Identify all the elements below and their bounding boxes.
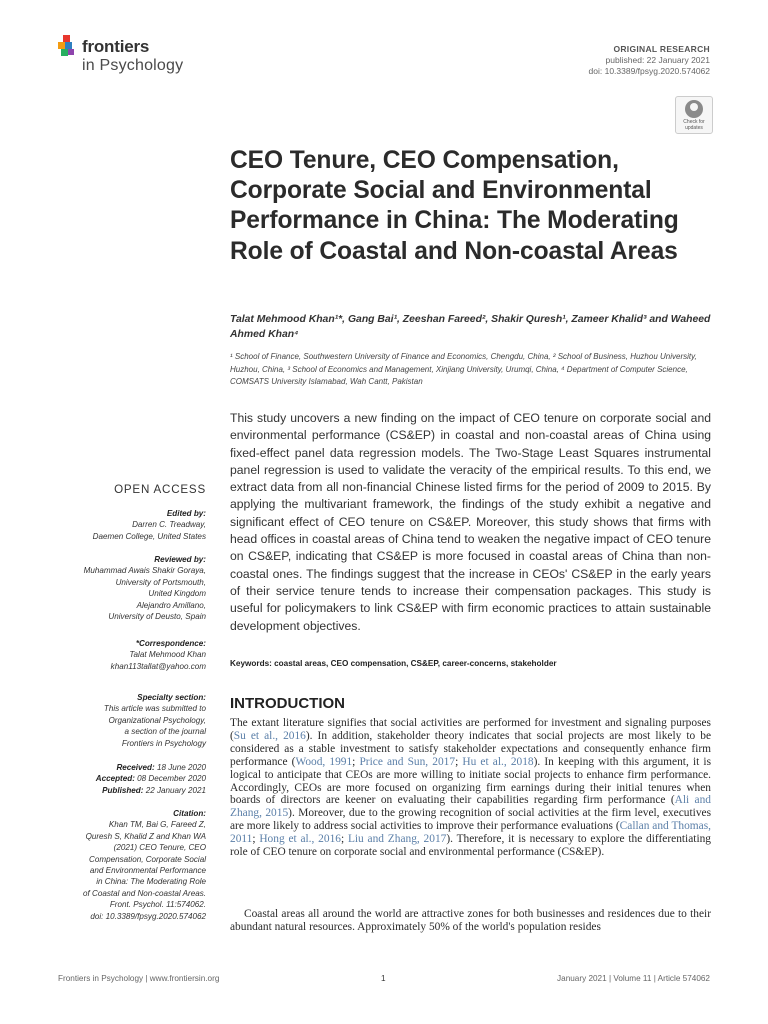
dates-block [40, 762, 206, 796]
accepted-date: Accepted: 08 December 2020 [95, 774, 206, 784]
citation-line: Khan TM, Bai G, Fareed Z, [108, 820, 206, 830]
specialty-line: Organizational Psychology, [108, 715, 206, 725]
reviewed-by-block [40, 554, 206, 622]
corresponding-email[interactable]: khan113tallat@yahoo.com [110, 661, 206, 671]
page-number: 1 [381, 974, 386, 983]
specialty-line: Frontiers in Psychology [121, 738, 206, 748]
intro-text-segment: ; [252, 833, 260, 846]
journal-name: frontiers [82, 37, 150, 56]
edited-by-block [40, 508, 206, 542]
specialty-block [40, 692, 206, 749]
citation-line: and Environmental Performance [89, 866, 206, 876]
citation-link[interactable]: Su et al., 2016 [233, 729, 306, 742]
citation-line: Front. Psychol. 11:574062. [109, 900, 206, 910]
correspondence-block [40, 638, 206, 672]
citation-line: Quresh S, Khalid Z and Khan WA [85, 831, 206, 841]
citation-link[interactable]: Price and Sun, 2017 [359, 755, 456, 768]
reviewed-by-heading: Reviewed by: [154, 555, 206, 564]
footer-issue-info: January 2021 | Volume 11 | Article 574062 [557, 974, 710, 983]
reviewer-line: University of Deusto, Spain [108, 612, 206, 622]
reviewer-line: United Kingdom [148, 589, 206, 599]
citation-link[interactable]: Wood, 1991 [295, 755, 353, 768]
correspondence-heading: *Correspondence: [135, 639, 206, 648]
author-list: Talat Mehmood Khan¹*, Gang Bai¹, Zeeshan Fareed², Shakir Quresh¹, Zameer Khalid³ and Waheed Ahmed Khan⁴ [230, 314, 711, 340]
citation-line: in China: The Moderating Role [96, 877, 206, 887]
intro-text-segment: ). In keeping with this argument, it is logical to anticipate that CEOs are more willing to initiate social projects to enhance firm performance. Accordingly, CEOs are more focused on organizing firm earnings during their initial tenures when boards of directors are keener on evaluating their capabilities regarding firm performance ( [230, 755, 711, 807]
article-meta [589, 44, 710, 77]
frontiers-logo-icon [58, 35, 80, 61]
section-heading-introduction: INTRODUCTION [230, 695, 345, 712]
article-doi[interactable]: doi: 10.3389/fpsyg.2020.574062 [588, 66, 710, 76]
reviewer-line: University of Portsmouth, [115, 577, 206, 587]
specialty-line: a section of the journal [124, 727, 206, 737]
published-date-sidebar: Published: 22 January 2021 [102, 785, 206, 795]
intro-text-segment: ; [340, 833, 348, 846]
citation-line: (2021) CEO Tenure, CEO [113, 843, 206, 853]
editor-line: Darren C. Treadway, [132, 520, 206, 530]
intro-text-segment: ). In addition, stakeholder theory indicates that social projects are most likely to be considered as a stable investment to satisfy stakeholder expectations and consequently enhance firm performance ( [230, 729, 712, 768]
reviewer-line: Muhammad Awais Shakir Goraya, [83, 566, 206, 576]
citation-block [40, 808, 206, 922]
intro-text-segment: ). Moreover, due to the growing recognition of social activities at the firm level, executives are more likely to address social activities to improve their performance evaluations ( [230, 807, 711, 833]
keywords: Keywords: coastal areas, CEO compensation, CS&EP, career-concerns, stakeholder [230, 659, 557, 668]
corresponding-author: Talat Mehmood Khan [129, 650, 206, 660]
citation-link[interactable]: Callan and Thomas, 2011 [230, 820, 711, 846]
footer-journal-link[interactable]: Frontiers in Psychology | www.frontiersin.org [58, 974, 220, 983]
published-date: published: 22 January 2021 [605, 55, 710, 65]
abstract: This study uncovers a new finding on the impact of CEO tenure on corporate social and environmental performance (CS&EP) in coastal and non-coastal areas of China using fixed-effect panel data regression models. The Two-Stage Least Squares instrumental panel regression is used to validate the veracity of the empirical results. To this end, we extract data from all non-financial Chinese listed firms for the period of 2009 to 2015. By applying the multivariant framework, the findings of the study exhibit a negative and significant effect of CEO tenure on CS&EP. Moreover, this study shows that firms with head offices in coastal areas of China tend to weaken the negative impact of CEO tenure on CS&EP, indicating that CS&EP is more focused in coastal areas of China than non-coastal ones. The findings suggest that the increase in CEOs' CS&EP in the early years of their service tenure tends to increase their compensation packages. This study is useful for policymakers to link CS&EP with firm economic practices to attain sustainable development objectives. [230, 411, 711, 633]
received-date: Received: 18 June 2020 [116, 763, 206, 772]
citation-link[interactable]: Hu et al., 2018 [462, 755, 534, 768]
intro-text-segment: ). Therefore, it is necessary to explore the differentiating role of CEO tenure on corporate social and environmental performance (CS&EP). [230, 833, 711, 859]
intro-text-segment: The extant literature signifies that social activities are performed for investment and signaling purposes ( [230, 717, 711, 742]
affiliations: ¹ School of Finance, Southwestern University of Finance and Economics, Chengdu, China, ² School of Business, Huzhou University, Huzhou, China, ³ School of Economics and Management, Xinjiang University, Urumqi, China, ⁴ Department of Computer Science, COMSATS University Islamabad, Wah Cantt, Pakistan [230, 352, 697, 386]
intro-paragraph-1 [230, 717, 711, 859]
citation-line[interactable]: doi: 10.3389/fpsyg.2020.574062 [90, 911, 206, 921]
editor-line: Daemen College, United States [92, 531, 206, 541]
citation-line: Compensation, Corporate Social [89, 854, 206, 864]
intro-text-segment: ; [352, 755, 360, 768]
open-access-label: OPEN ACCESS [114, 483, 206, 496]
specialty-heading: Specialty section: [137, 693, 206, 702]
intro-text-segment: ; [455, 755, 463, 768]
article-type: ORIGINAL RESEARCH [613, 44, 710, 54]
article-title: CEO Tenure, CEO Compensation, Corporate Social and Environmental Performance in China: The Moderating Role of Coastal and Non-coastal Areas [230, 147, 679, 265]
badge-label-2: updates [685, 125, 703, 131]
reviewer-line: Alejandro Amillano, [136, 600, 206, 610]
citation-line: of Coastal and Non-coastal Areas. [83, 888, 206, 898]
badge-label-1: Check for [683, 119, 705, 125]
citation-link[interactable]: Liu and Zhang, 2017 [347, 833, 447, 846]
citation-link[interactable]: Hong et al., 2016 [259, 833, 341, 846]
check-for-updates-badge[interactable] [675, 96, 713, 134]
update-check-icon [685, 100, 703, 118]
citation-heading: Citation: [173, 809, 206, 818]
specialty-line: This article was submitted to [103, 704, 206, 714]
journal-subtitle: in Psychology [82, 57, 184, 74]
journal-logo [58, 35, 208, 79]
citation-link[interactable]: Ali and Zhang, 2015 [230, 794, 711, 820]
intro-paragraph-2: Coastal areas all around the world are attractive zones for both businesses and residences due to their abundant natural resources. Approximately 50% of the world's population resides [230, 908, 711, 933]
edited-by-heading: Edited by: [166, 509, 206, 518]
